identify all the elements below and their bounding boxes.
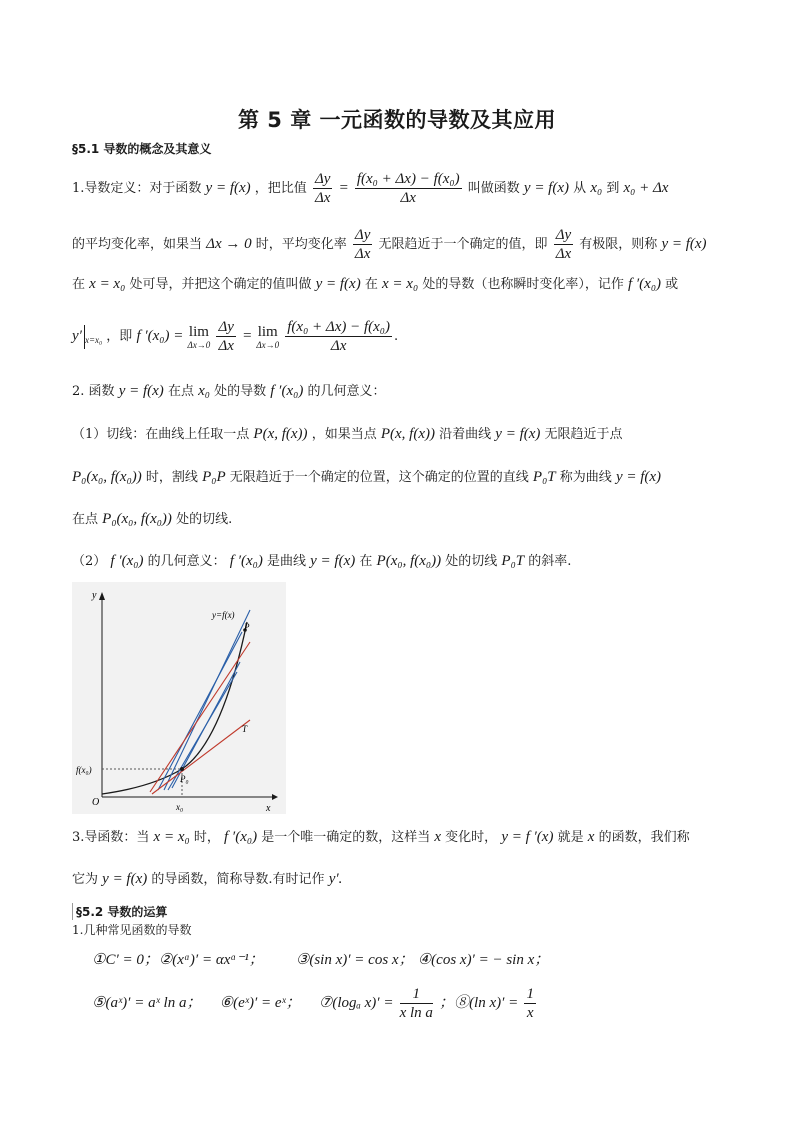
text-fragment: 无限趋近于点 xyxy=(544,427,623,442)
tangent-figure xyxy=(72,582,286,814)
fraction-dy-dx xyxy=(554,226,573,263)
y-axis-label: y xyxy=(92,590,97,601)
numerator: Δy xyxy=(314,171,331,187)
p-label: P xyxy=(244,622,250,632)
math-f-prime-eq: f ′(x₀) = xyxy=(136,328,184,344)
definition-limit-formula xyxy=(72,318,398,355)
text-fragment: 的几何意义： xyxy=(307,384,386,399)
math-f-prime-x0: f ′(x₀) xyxy=(627,276,662,292)
formula-4: ④(cos x)′ = − sin x； xyxy=(417,952,550,968)
text-fragment: ，即 xyxy=(106,329,133,344)
item-2-heading xyxy=(72,382,385,401)
text-fragment: （1）切线：在曲线上任取一点 xyxy=(72,427,250,442)
point-p0-marker xyxy=(180,767,184,771)
text-fragment: 处可导，并把这个确定的值叫做 xyxy=(129,277,312,292)
numerator: 1 xyxy=(526,986,534,1002)
text-fragment: 是一个唯一确定的数，这样当 xyxy=(261,830,431,845)
lim-word: lim xyxy=(257,324,278,340)
text-fragment: 在点 xyxy=(167,384,194,399)
text-fragment: 在 xyxy=(72,277,86,292)
text-fragment: 处的导数 xyxy=(214,384,267,399)
fraction-difference-quotient xyxy=(285,318,392,355)
secant-line xyxy=(158,632,242,790)
formula-7: ⑦(logₐ x)′ = xyxy=(318,995,394,1011)
text-fragment: 时， xyxy=(193,830,220,845)
math-y-eq-fprime-x: y = f ′(x) xyxy=(501,829,554,845)
denominator: x ln a xyxy=(399,1005,433,1021)
formula-5: ⑤(aˣ)′ = aˣ ln a； xyxy=(92,995,202,1011)
math-x-eq-x0: x = x₀ xyxy=(89,276,126,292)
t-label: T xyxy=(242,724,248,734)
text-fragment: 到 xyxy=(606,181,620,196)
text-fragment: 变化时， xyxy=(445,830,498,845)
numerator: 1 xyxy=(400,985,433,1004)
x-axis-label: x xyxy=(266,803,271,814)
text-fragment: 1.导数定义：对于函数 xyxy=(72,181,202,196)
text-fragment: 的导函数，简称导数.有时记作 xyxy=(151,872,325,887)
math-x0: x₀ xyxy=(198,383,210,399)
page-title: 第 5 章 一元函数的导数及其应用 xyxy=(237,108,557,132)
math-x0: x₀ xyxy=(590,180,603,196)
text-fragment: 无限趋近于一个确定的位置，这个确定的位置的直线 xyxy=(229,470,529,485)
math-yfx: y = f(x) xyxy=(495,426,541,442)
text-fragment: ，如果当点 xyxy=(311,427,377,442)
text-fragment: 的斜率. xyxy=(528,554,572,569)
numerator: Δy xyxy=(218,319,234,335)
formula-row-2 xyxy=(92,985,538,1022)
definition-line-3 xyxy=(72,275,678,294)
text-fragment: 处的导数（也称瞬时变化率），记作 xyxy=(422,277,624,292)
text-fragment: 处的切线. xyxy=(176,512,233,527)
lim-word: lim xyxy=(188,324,209,340)
numerator: Δy xyxy=(354,227,371,243)
fraction-ln-derivative xyxy=(524,985,536,1022)
math-point-p0: P₀(x₀, f(x₀)) xyxy=(72,469,142,485)
text-fragment: 叫做函数 xyxy=(467,181,520,196)
math-line-p0t: P₀T xyxy=(532,469,556,485)
limit-operator xyxy=(188,323,211,350)
formula-row-1 xyxy=(92,951,549,970)
math-f-prime-x0: f ′(x₀) xyxy=(229,553,263,569)
numerator: Δy xyxy=(555,227,572,243)
text-fragment: 在点 xyxy=(72,512,99,527)
math-point-p-x0: P(x₀, f(x₀)) xyxy=(376,553,442,569)
math-secant-p0p: P₀P xyxy=(202,469,226,485)
text-fragment: 处的切线 xyxy=(445,554,498,569)
text-fragment: 它为 xyxy=(72,872,99,887)
x-axis-arrow-icon xyxy=(272,794,278,800)
fraction-dy-dx xyxy=(216,318,235,355)
secant-line xyxy=(164,610,250,790)
math-x: x xyxy=(587,829,595,845)
equals: = xyxy=(242,328,253,344)
text-fragment: 从 xyxy=(573,181,587,196)
math-yfx: y = f(x) xyxy=(118,383,164,399)
geometric-meaning-line xyxy=(72,552,571,571)
item-3-line-2 xyxy=(72,870,342,889)
formula-6: ⑥(eˣ)′ = eˣ； xyxy=(219,995,301,1011)
text-fragment: 的几何意义： xyxy=(147,554,226,569)
text-fragment: 2. 函数 xyxy=(72,384,115,399)
math-x0-plus-dx: x₀ + Δx xyxy=(623,180,669,196)
lim-subscript: Δx→0 xyxy=(256,340,280,350)
text-fragment: 的平均变化率，如果当 xyxy=(72,237,203,252)
text-fragment: 在 xyxy=(364,277,378,292)
denominator: Δx xyxy=(555,246,572,262)
text-fragment: 或 xyxy=(665,277,679,292)
text-fragment: 无限趋近于一个确定的值，即 xyxy=(378,237,548,252)
denominator: Δx xyxy=(314,190,331,206)
x0-label: x₀ xyxy=(176,802,184,812)
curve-label: y=f(x) xyxy=(212,610,235,620)
text-fragment: 就是 xyxy=(557,830,584,845)
math-f-prime-x0: f ′(x₀) xyxy=(224,829,258,845)
math-point-p: P(x, f(x)) xyxy=(253,426,308,442)
tangent-line-2 xyxy=(72,468,661,487)
math-yfx: y = f(x) xyxy=(205,180,251,196)
math-yfx: y = f(x) xyxy=(310,553,356,569)
numerator: f(x₀ + Δx) − f(x₀) xyxy=(356,171,460,187)
text-fragment: 有极限，则称 xyxy=(579,237,658,252)
formula-1-2: ①C′ = 0；②(xᵅ)′ = αxᵅ⁻¹； xyxy=(92,952,264,968)
text-fragment: 称为曲线 xyxy=(559,470,612,485)
denominator: Δx xyxy=(354,246,371,262)
text-fragment: 时，割线 xyxy=(145,470,198,485)
limit-operator xyxy=(256,323,279,350)
denominator: Δx xyxy=(330,338,347,354)
tangent-line xyxy=(152,720,250,794)
math-f-prime-x0: f ′(x₀) xyxy=(110,553,144,569)
item-3-line-1 xyxy=(72,828,690,847)
definition-line-1 xyxy=(72,170,668,207)
math-yfx: y = f(x) xyxy=(615,469,662,485)
text-fragment: 是曲线 xyxy=(266,554,306,569)
formula-8: ；⑧(ln x)′ = xyxy=(439,995,519,1011)
text-fragment: 3.导函数：当 xyxy=(72,830,150,845)
subsection-common-derivatives: 1.几种常见函数的导数 xyxy=(72,923,192,937)
lim-subscript: Δx→0 xyxy=(187,340,211,350)
text-fragment: ，把比值 xyxy=(254,181,307,196)
fraction-log-derivative xyxy=(400,985,433,1022)
math-dx-to-0: Δx → 0 xyxy=(206,236,252,252)
math-f-prime-x0: f ′(x₀) xyxy=(270,383,304,399)
math-x-eq-x0: x = x₀ xyxy=(382,276,419,292)
denominator: Δx xyxy=(218,338,234,354)
equals: = xyxy=(338,180,349,196)
numerator: f(x₀ + Δx) − f(x₀) xyxy=(287,319,391,335)
math-yfx: y = f(x) xyxy=(661,236,707,252)
text-fragment: （2） xyxy=(72,554,107,569)
math-line-p0t: P₀T xyxy=(501,553,525,569)
section-heading-5-1: §5.1 导数的概念及其意义 xyxy=(72,142,212,156)
math-y-prime: y′. xyxy=(328,871,343,887)
fraction-dy-dx xyxy=(353,226,372,263)
p0-label: P₀ xyxy=(180,774,189,784)
math-x: x xyxy=(434,829,442,845)
fx0-label: f(x₀) xyxy=(76,765,92,775)
math-p0: P₀(x₀, f(x₀)) xyxy=(102,511,172,527)
formula-3: ③(sin x)′ = cos x； xyxy=(295,952,414,968)
math-point-p: P(x, f(x)) xyxy=(380,426,435,442)
denominator: Δx xyxy=(400,190,416,206)
eval-subscript: x=x₀ xyxy=(84,335,103,345)
y-axis-arrow-icon xyxy=(99,592,105,600)
fraction-difference-quotient xyxy=(355,170,462,207)
math-yfx: y = f(x) xyxy=(315,276,361,292)
math-x-eq-x0: x = x₀ xyxy=(153,829,190,845)
math-yfx: y = f(x) xyxy=(523,180,570,196)
denominator: x xyxy=(526,1005,534,1021)
math-yfx: y = f(x) xyxy=(102,871,148,887)
fraction-dy-dx xyxy=(313,170,332,207)
tangent-line-1 xyxy=(72,425,623,444)
text-fragment: 的函数，我们称 xyxy=(598,830,690,845)
tangent-line-3 xyxy=(72,510,232,529)
text-fragment: 沿着曲线 xyxy=(439,427,492,442)
text-fragment: 时，平均变化率 xyxy=(255,237,347,252)
period: . xyxy=(394,329,399,344)
secant-line-red xyxy=(150,642,250,792)
math-y-prime: y′ xyxy=(72,328,82,344)
text-fragment: 在 xyxy=(359,554,373,569)
origin-label: O xyxy=(92,797,100,808)
definition-line-2 xyxy=(72,226,707,263)
tangent-figure-svg xyxy=(72,582,286,814)
section-heading-5-2: §5.2 导数的运算 xyxy=(72,903,167,920)
